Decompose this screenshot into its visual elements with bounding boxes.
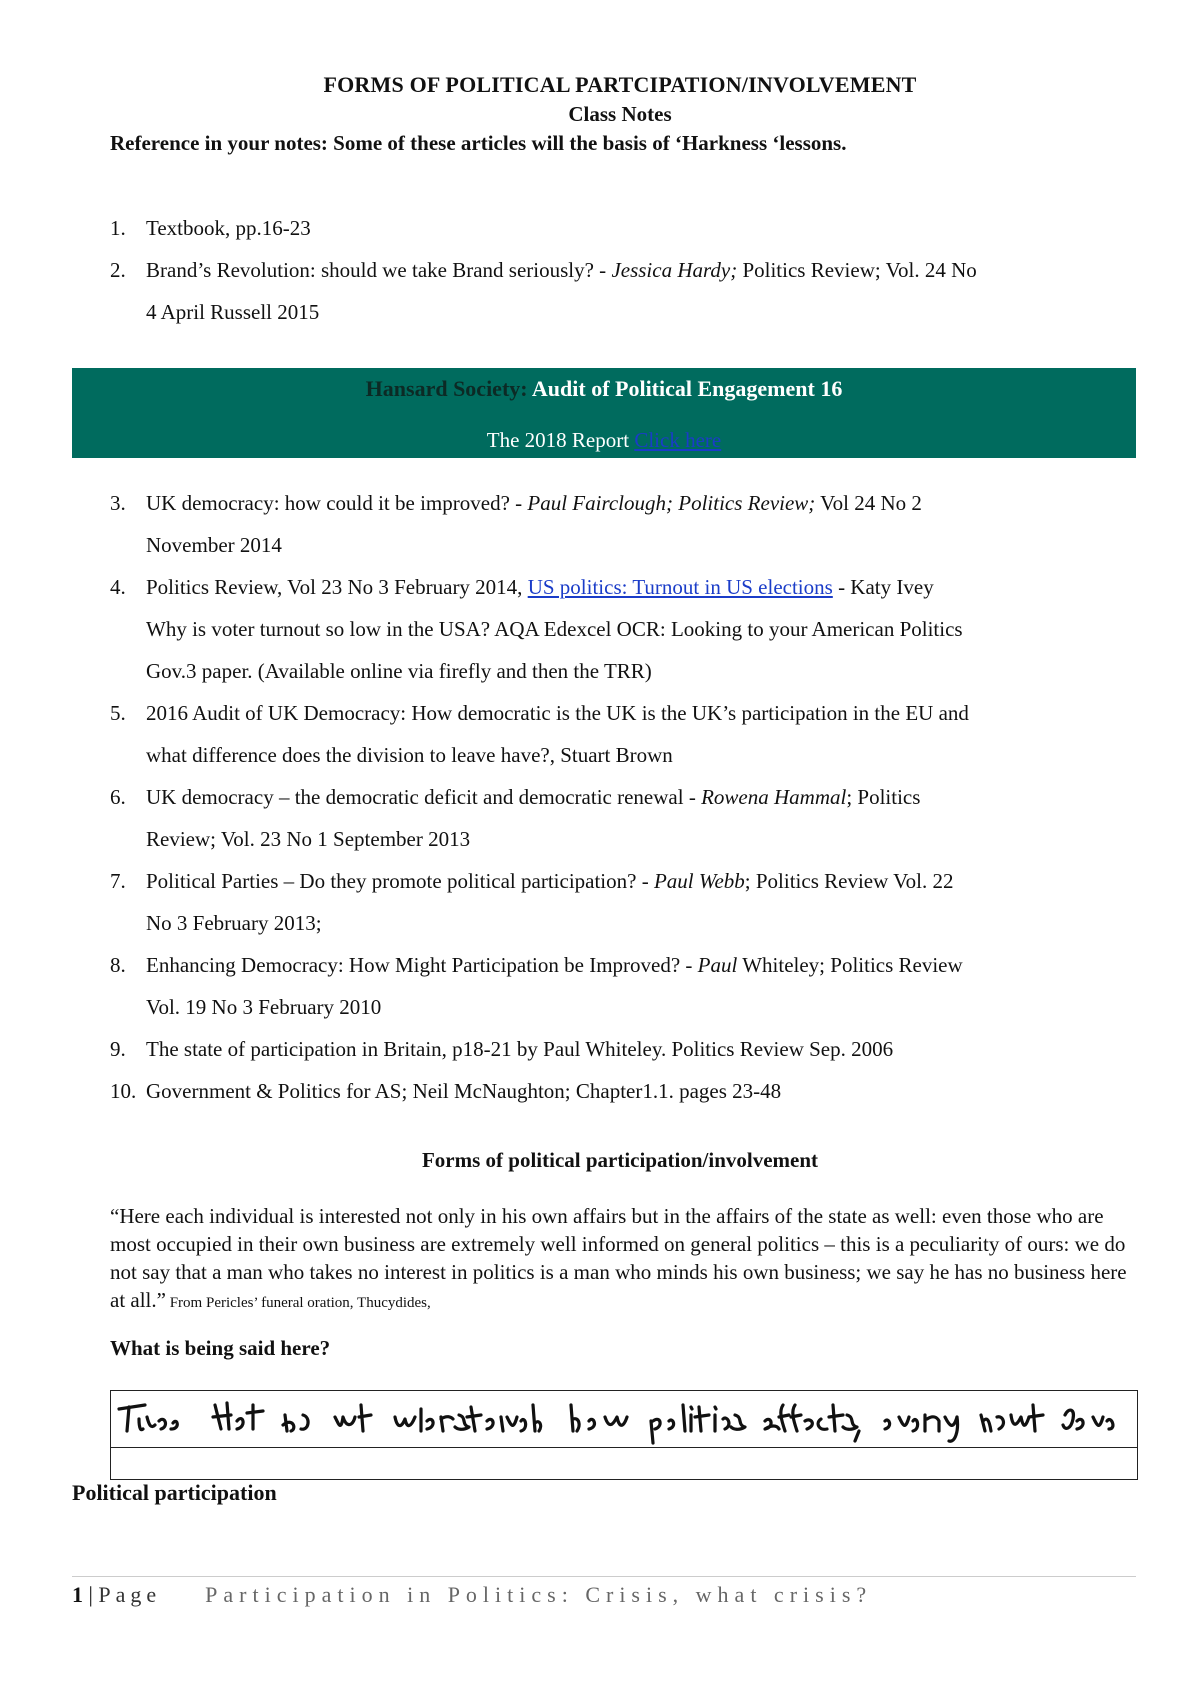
reference-text — [146, 482, 1146, 566]
reference-segment: Vol 24 No 2 — [815, 491, 922, 515]
answer-box[interactable] — [110, 1390, 1138, 1480]
reference-segment: 4 April Russell 2015 — [146, 300, 320, 324]
reference-segment: what difference does the division to leave have?, Stuart Brown — [146, 743, 673, 767]
reference-segment: No 3 February 2013; — [146, 911, 322, 935]
reference-number: 7. — [110, 869, 126, 893]
reference-number: 1. — [110, 216, 126, 240]
reference-item — [0, 944, 1200, 1028]
banner-click-here-link[interactable]: Click here — [634, 428, 722, 452]
reference-number: 3. — [110, 491, 126, 515]
reference-text — [146, 1028, 1146, 1070]
page-footer — [72, 1582, 872, 1608]
reference-text — [146, 249, 1146, 333]
reference-line — [146, 524, 1146, 566]
reference-line — [146, 818, 1146, 860]
reference-list-bottom — [0, 482, 1200, 1112]
author-name: Paul Fairclough; Politics Review; — [527, 491, 816, 515]
reference-number: 4. — [110, 575, 126, 599]
reference-item — [0, 1070, 1200, 1112]
reference-line — [146, 249, 1146, 291]
reference-line — [146, 1070, 1146, 1112]
footer-page-label: Page — [98, 1582, 162, 1607]
footer-divider — [72, 1576, 1136, 1577]
reference-segment: November 2014 — [146, 533, 282, 557]
banner-audit: Audit of Political Engagement 16 — [527, 376, 843, 401]
reference-number: 6. — [110, 785, 126, 809]
banner-report-line — [72, 428, 1136, 453]
reference-line — [146, 776, 1146, 818]
footer-separator: | — [83, 1582, 99, 1607]
banner-report: The 2018 Report — [486, 428, 635, 452]
reference-segment: ; Politics — [846, 785, 921, 809]
reference-segment: - Katy Ivey — [832, 575, 934, 599]
reference-text — [146, 860, 1146, 944]
reference-segment: Why is voter turnout so low in the USA? AQA Edexcel OCR: Looking to your American Politics — [146, 617, 963, 641]
reference-text — [146, 1070, 1146, 1112]
political-participation-heading: Political participation — [72, 1480, 277, 1505]
section-heading: Forms of political participation/involvement — [421, 1148, 819, 1172]
reference-item — [0, 482, 1200, 566]
reference-text — [146, 692, 1146, 776]
reference-line — [146, 291, 1146, 333]
handwritten-answer — [115, 1395, 1131, 1445]
reference-number: 5. — [110, 701, 126, 725]
reference-line — [146, 608, 1146, 650]
reference-text — [146, 944, 1146, 1028]
reference-text — [146, 566, 1146, 692]
reference-item — [0, 1028, 1200, 1070]
reference-segment: Gov.3 paper. (Available online via firefly and then the TRR) — [146, 659, 652, 683]
hansard-banner — [72, 368, 1136, 458]
reference-item — [0, 776, 1200, 860]
author-name: Rowena Hammal — [701, 785, 847, 809]
reference-line — [146, 734, 1146, 776]
reference-segment: UK democracy: how could it be improved? - — [146, 491, 528, 515]
reference-segment: 2016 Audit of UK Democracy: How democratic is the UK is the UK’s participation in the EU and — [146, 701, 969, 725]
reference-segment: Government & Politics for AS; Neil McNaughton; Chapter1.1. pages 23-48 — [146, 1079, 782, 1103]
reference-segment: Review; Vol. 23 No 1 September 2013 — [146, 827, 471, 851]
question-heading: What is being said here? — [110, 1336, 331, 1360]
page-subtitle: Class Notes — [568, 102, 672, 126]
reference-line — [146, 860, 1146, 902]
reference-item — [0, 860, 1200, 944]
pericles-quote — [110, 1202, 1140, 1317]
author-name: Paul — [697, 953, 738, 977]
reference-item — [0, 249, 1200, 333]
reference-segment: Political Parties – Do they promote political participation? - — [146, 869, 654, 893]
reference-text — [146, 207, 1146, 249]
reference-item — [0, 692, 1200, 776]
reference-note: Reference in your notes: Some of these articles will the basis of ‘Harkness ‘lessons. — [110, 131, 847, 155]
banner-heading — [72, 376, 1136, 402]
reference-item — [0, 207, 1200, 249]
reference-number: 9. — [110, 1037, 126, 1061]
reference-line — [146, 692, 1146, 734]
reference-line — [146, 944, 1146, 986]
reference-line — [146, 566, 1146, 608]
reference-number: 2. — [110, 258, 126, 282]
reference-line — [146, 482, 1146, 524]
author-name: Paul Webb — [653, 869, 745, 893]
reference-line — [146, 650, 1146, 692]
reference-segment: ; Politics Review Vol. 22 — [744, 869, 954, 893]
answer-line-1 — [111, 1447, 1137, 1448]
reference-segment: Enhancing Democracy: How Might Participation be Improved? - — [146, 953, 698, 977]
footer-running-title: Participation in Politics: Crisis, what crisis? — [205, 1582, 873, 1607]
reference-segment: Politics Review; Vol. 24 No — [737, 258, 977, 282]
article-link[interactable]: US politics: Turnout in US elections — [527, 575, 833, 599]
reference-number: 10. — [110, 1079, 137, 1103]
reference-segment: Politics Review, Vol 23 No 3 February 2014, — [146, 575, 528, 599]
author-name: Jessica Hardy; — [611, 258, 738, 282]
reference-segment: Brand’s Revolution: should we take Brand seriously? - — [146, 258, 612, 282]
quote-text: “Here each individual is interested not only in his own affairs but in the affairs of the state as well: even those who are most occupied in their own business are extremely well informed on general politics – this is a peculiarity of ours: we do not say that a man who takes no interest in politics is a man who minds his own business; we say he has no business here at all.” — [110, 1204, 1127, 1312]
footer-page-number: 1 — [72, 1582, 83, 1607]
reference-item — [0, 566, 1200, 692]
reference-segment: Whiteley; Politics Review — [737, 953, 963, 977]
reference-line — [146, 986, 1146, 1028]
reference-segment: Vol. 19 No 3 February 2010 — [146, 995, 382, 1019]
reference-segment: Textbook, pp.16-23 — [146, 216, 311, 240]
reference-list-top — [0, 207, 1200, 333]
banner-org: Hansard Society: — [365, 376, 528, 401]
reference-line — [146, 1028, 1146, 1070]
reference-number: 8. — [110, 953, 126, 977]
quote-source: From Pericles’ funeral oration, Thucydides, — [165, 1295, 431, 1311]
reference-line — [146, 207, 1146, 249]
reference-segment: UK democracy – the democratic deficit and democratic renewal - — [146, 785, 702, 809]
reference-segment: The state of participation in Britain, p18-21 by Paul Whiteley. Politics Review Sep. 2006 — [146, 1037, 894, 1061]
reference-line — [146, 902, 1146, 944]
page-title: FORMS OF POLITICAL PARTCIPATION/INVOLVEMENT — [323, 72, 917, 97]
reference-text — [146, 776, 1146, 860]
